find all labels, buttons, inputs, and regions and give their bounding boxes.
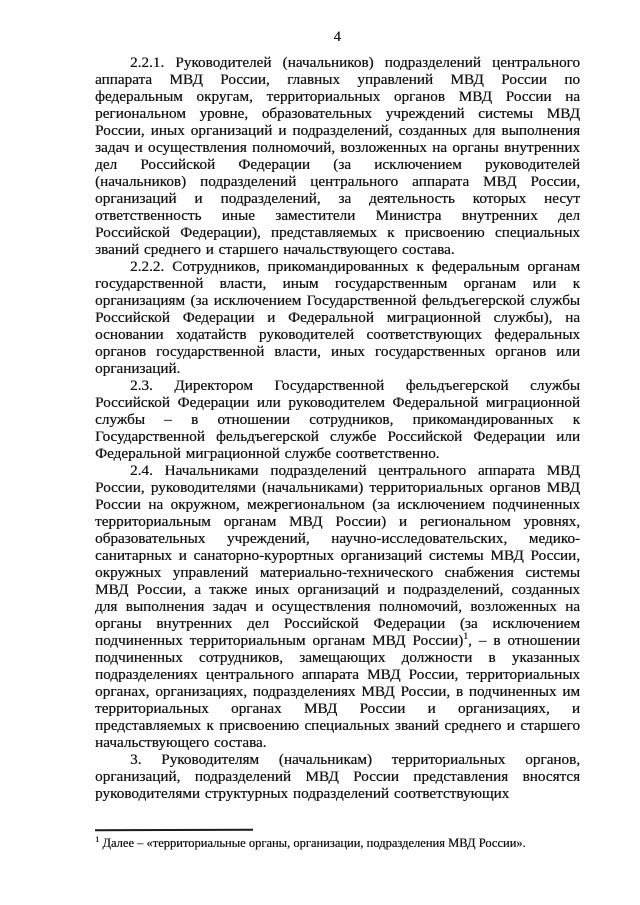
paragraph-2-2-2: 2.2.2. Сотрудников, прикомандированных к федеральным органам государственной власти, иным государственным органам или к организациям (за исключением Государственной фельдъегерской службы Российской Федерации и Федеральной миграционной службы), на основании ходатайств руководителей соответствующих федеральных органов государственной власти, иных государственных органов или организаций. bbox=[95, 258, 580, 377]
paragraph-2-4 bbox=[95, 462, 580, 751]
footnote-marker: 1 bbox=[95, 833, 100, 844]
paragraph-2-3: 2.3. Директором Государственной фельдъегерской службы Российской Федерации или руководителем Федеральной миграционной службы – в отношении сотрудников, прикомандированных к Государственной фельдъегерской службе Российской Федерации или Федеральной миграционной службе соответственно. bbox=[95, 377, 580, 462]
footnote-reference-marker: 1 bbox=[463, 631, 468, 642]
footnote bbox=[95, 833, 580, 851]
paragraph-2-4-text-before-footnote-ref: 2.4. Начальниками подразделений центрального аппарата МВД России, руководителями (начальниками) территориальных органов МВД России на окружном, межрегиональном (за исключением подчиненных территориальным органам МВД России) и региональном уровнях, образовательных учреждений, научно-исследовательских, медико-санитарных и санаторно-курортных организаций системы МВД России, окружных управлений материально-технического снабжения системы МВД России, а также иных организаций и подразделений, созданных для выполнения задач и осуществления полномочий, возложенных на органы внутренних дел Российской Федерации (за исключением подчиненных территориальным органам МВД России) bbox=[95, 462, 580, 649]
footnote-text: Далее – «территориальные органы, организации, подразделения МВД России». bbox=[102, 836, 526, 850]
document-body bbox=[95, 54, 580, 802]
paragraph-2-2-1: 2.2.1. Руководителей (начальников) подразделений центрального аппарата МВД России, главных управлений МВД России по федеральным округам, территориальных органов МВД России на региональном уровне, образовательных учреждений системы МВД России, иных организаций и подразделений, созданных для выполнения задач и осуществления полномочий, возложенных на органы внутренних дел Российской Федерации (за исключением руководителей (начальников) подразделений центрального аппарата МВД России, организаций и подразделений, за деятельность которых несут ответственность иные заместители Министра внутренних дел Российской Федерации), представляемых к присвоению специальных званий среднего и старшего начальствующего состава. bbox=[95, 54, 580, 258]
footnote-separator-line bbox=[95, 829, 253, 831]
paragraph-3: 3. Руководителям (начальникам) территориальных органов, организаций, подразделений МВД России представления вносятся руководителями структурных подразделений соответствующих bbox=[95, 751, 580, 802]
paragraph-2-4-text-after-footnote-ref: , – в отношении подчиненных сотрудников, замещающих должности в указанных подразделениях центрального аппарата МВД России, территориальных органах, организациях, подразделениях МВД России, в подчиненных им территориальных органах МВД России и организациях, и представляемых к присвоению специальных званий среднего и старшего начальствующего состава. bbox=[95, 632, 580, 751]
page-number: 4 bbox=[333, 29, 342, 45]
